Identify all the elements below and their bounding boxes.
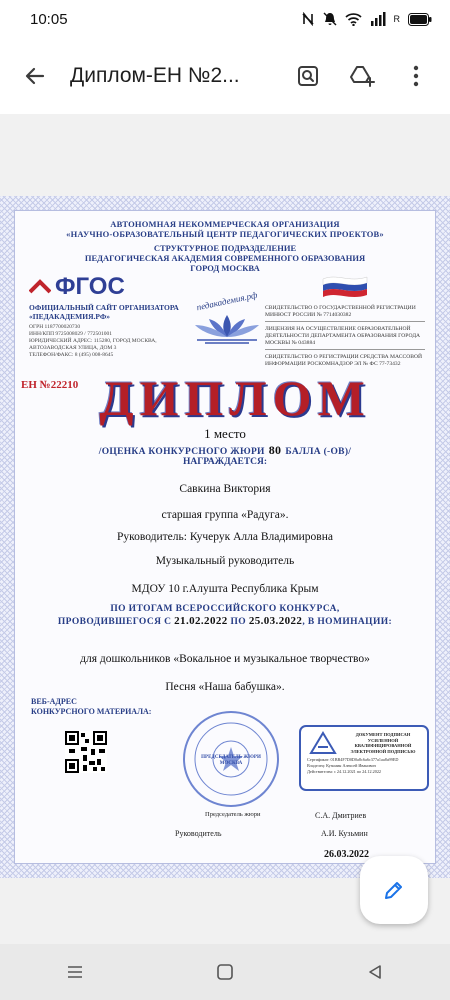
- nomination: для дошкольников «Вокальное и музыкальное творчество»: [80, 653, 370, 665]
- stamp-inscription: ПРЕДСЕДАТЕЛЬ ЖЮРИ МОСКВА: [201, 755, 261, 766]
- add-to-drive-button[interactable]: [342, 56, 382, 96]
- lotus-icon: [187, 311, 267, 345]
- song-title: Песня «Наша бабушка».: [165, 681, 285, 693]
- diploma-page: [0, 196, 450, 878]
- document-viewer[interactable]: [0, 114, 450, 944]
- fgos-details: ОГРН 1187700020730 ИНН/КПП 9725008029 / 772501001 ЮРИДИЧЕСКИЙ АДРЕС: 115280, ГОРОД МОСКВА, АВТОЗАВОДСКАЯ УЛИЦА, ДОМ 3 ТЕЛЕФОН/ФАКС: 8 (495) 008-8645: [29, 324, 157, 358]
- registration-block: СВИДЕТЕЛЬСТВО О ГОСУДАРСТВЕННОЙ РЕГИСТРАЦИИ МИНЮСТ РОССИИ № 7714030382 ЛИЦЕНЗИЯ НА ОСУЩЕСТВЛЕНИЕ ОБРАЗОВАТЕЛЬНОЙ ДЕЯТЕЛЬНОСТИ ДЕПАРТАМЕНТА ОБРАЗОВАНИЯ ГОРОДА МОСКВЫ № 043884 СВИДЕТЕЛЬСТВО О РЕГИСТРАЦИИ СРЕДСТВА МАССОВОЙ ИНФОРМАЦИИ РОСКОМНАДЗОР ЭЛ № ФС 77-73432: [265, 273, 425, 368]
- arrow-back-icon: [23, 64, 47, 88]
- app-bar: [0, 38, 450, 114]
- pencil-icon: [382, 878, 406, 902]
- add-to-drive-icon: [349, 64, 375, 88]
- wifi-icon: [345, 12, 362, 26]
- back-button[interactable]: [0, 38, 70, 114]
- recipient-name: Савкина Виктория: [179, 483, 271, 495]
- electronic-signature-box: ДОКУМЕНТ ПОДПИСАН УСИЛЕННОЙ КВАЛИФИЦИРОВАННОЙ ЭЛЕКТРОННОЙ ПОДПИСЬЮ Сертификат: 01BB4F7D0D0a8c6a6c377a1aa8a99ED Владелец: Кузьмин Алексей Иванович Действителен: с 24.12.2021 по 24.12.2022: [299, 725, 429, 791]
- signature-details: Сертификат: 01BB4F7D0D0a8c6a6c377a1aa8a99ED Владелец: Кузьмин Алексей Иванович Действителен: с 24.12.2021 по 24.12.2022: [307, 757, 399, 774]
- subdivision-header: СТРУКТУРНОЕ ПОДРАЗДЕЛЕНИЕ ПЕДАГОГИЧЕСКАЯ АКАДЕМИЯ СОВРЕМЕННОГО ОБРАЗОВАНИЯ ГОРОД МОСКВА: [84, 243, 366, 273]
- date-to: 25.03.2022: [248, 615, 303, 627]
- fgos-block: [29, 273, 189, 359]
- leader: Руководитель: Кучерук Алла Владимировна: [116, 531, 333, 543]
- lens-search-icon: [296, 64, 320, 88]
- mute-icon: [323, 12, 337, 26]
- more-options-button[interactable]: [396, 56, 436, 96]
- contest-results: ПО ИТОГАМ ВСЕРОССИЙСКОГО КОНКУРСА, ПРОВОДИВШЕГОСЯ С 21.02.2022 ПО 25.03.2022, В НОМИНАЦИИ:: [57, 604, 393, 627]
- document-date: 26.03.2022: [324, 849, 369, 860]
- diploma-content: АВТОНОМНАЯ НЕКОММЕРЧЕСКАЯ ОРГАНИЗАЦИЯ «НАУЧНО-ОБРАЗОВАТЕЛЬНЫЙ ЦЕНТР ПЕДАГОГИЧЕСКИХ ПРОЕКТОВ» СТРУКТУРНОЕ ПОДРАЗДЕЛЕНИЕ ПЕДАГОГИЧЕСКАЯ АКАДЕМИЯ СОВРЕМЕННОГО ОБРАЗОВАНИЯ ГОРОД МОСКВА ФГОС ОФИЦИАЛЬНЫЙ САЙТ ОРГАНИЗАТОРА «ПЕДАКАДЕМИЯ.РФ» ОГРН 1187700020730 ИНН/КПП 9725008029 / 772501001 ЮРИДИЧЕСКИЙ АДРЕС: 115280, ГОРОД МОСКВА, АВТОЗАВОДСКАЯ УЛИЦА, ДОМ 3 ТЕЛЕФОН/ФАКС: 8 (495) 008-8645 педакадемия.рф СВИДЕТЕЛЬСТВО О ГОСУДАРСТВЕННОЙ РЕГИСТРАЦИИ МИНЮСТ РОССИИ № 7714030382 ЛИЦЕНЗИЯ НА ОСУЩЕСТВЛЕНИЕ ОБРАЗОВАТЕЛЬНОЙ ДЕЯТЕЛЬНОСТИ ДЕПАРТАМЕНТА ОБРАЗОВАНИЯ ГОРОДА МОСКВЫ № 043884 СВИДЕТЕЛЬСТВО О РЕГИСТРАЦИИ СРЕДСТВА МАССОВОЙ ИНФОРМАЦИИ РОСКОМНАДЗОР ЭЛ № ФС 77-73432 ЕН №22210 ДИПЛОМ 1 место /ОЦЕНКА КОНКУРСНОГО ЖЮРИ 80 БАЛЛА (-ОВ)/ НАГРАЖДАЕТСЯ: Савкина Виктория старшая группа «Радуга». Руководитель: Кучерук Алла Владимировна Музыкальный руководитель МДОУ 10 г.Алушта Республика Крым ПО ИТОГАМ ВСЕРОССИЙСКОГО КОНКУРСА, ПРОВОДИВШЕГОСЯ С 21.02.2022 ПО 25.03.2022, В НОМИНАЦИИ: для дошкольников «Вокальное и музыкальное творчество» Песня «Наша бабушка». ВЕБ-АДРЕС КОНКУРСНОГО МАТЕРИАЛА: ПРЕДСЕДАТЕЛЬ ЖЮРИ МОСКВА ДОКУМЕНТ ПОДПИСАН УСИЛЕННОЙ КВАЛИФИЦИРОВАННОЙ ЭЛЕКТРОННОЙ ПОДПИСЬЮ Сертификат: 01BB4F7D0D0a8c6a6c377a1aa8a99ED Владелец: Кузьмин Алексей Иванович Действителен: с 24.12.2021 по 24.12.2022 Председатель жюри С.А. Дмитриев Руководитель А.И. Кузьмин 26.03.2022: [14, 210, 436, 864]
- recipient-group: старшая группа «Радуга».: [161, 509, 289, 521]
- status-bar: [0, 0, 450, 38]
- home-square-icon: [217, 964, 233, 980]
- fgos-logo: ФГОС: [29, 273, 189, 301]
- score-value: 80: [268, 443, 282, 457]
- roaming-label: R: [393, 14, 400, 24]
- web-address-label: ВЕБ-АДРЕС КОНКУРСНОГО МАТЕРИАЛА:: [31, 697, 152, 716]
- status-icons: [301, 12, 433, 26]
- nfc-icon: [301, 12, 315, 26]
- signature-logo-icon: [309, 731, 337, 755]
- place: 1 место: [204, 426, 246, 441]
- edit-fab-button[interactable]: [360, 856, 428, 924]
- lens-search-button[interactable]: [288, 56, 328, 96]
- signal-icon: [370, 12, 386, 26]
- system-nav-bar: [0, 944, 450, 1000]
- qr-code[interactable]: [65, 731, 107, 773]
- awarded-label: НАГРАЖДАЕТСЯ:: [182, 457, 268, 467]
- fgos-site: ОФИЦИАЛЬНЫЙ САЙТ ОРГАНИЗАТОРА «ПЕДАКАДЕМИЯ.РФ»: [29, 303, 179, 321]
- school: МДОУ 10 г.Алушта Республика Крым: [131, 583, 319, 595]
- date-from: 21.02.2022: [174, 615, 228, 627]
- russian-flag-icon: [319, 273, 371, 301]
- home-button[interactable]: [185, 952, 265, 992]
- pedakademia-logo: педакадемия.рф: [177, 291, 277, 345]
- recent-apps-button[interactable]: [35, 952, 115, 992]
- app-actions: [288, 56, 450, 96]
- organization-header: АВТОНОМНАЯ НЕКОММЕРЧЕСКАЯ ОРГАНИЗАЦИЯ «НАУЧНО-ОБРАЗОВАТЕЛЬНЫЙ ЦЕНТР ПЕДАГОГИЧЕСКИХ ПРОЕКТОВ»: [66, 219, 384, 239]
- system-back-button[interactable]: [335, 952, 415, 992]
- menu-icon: [67, 965, 83, 979]
- more-vert-icon: [413, 65, 419, 87]
- status-time: 10:05: [30, 10, 68, 28]
- triangle-back-icon: [367, 964, 383, 980]
- score-line: /ОЦЕНКА КОНКУРСНОГО ЖЮРИ 80 БАЛЛА (-ОВ)/: [98, 443, 352, 457]
- document-title: Диплом-ЕН №2...: [70, 64, 240, 87]
- leader-position: Музыкальный руководитель: [155, 555, 295, 567]
- fgos-chevron-icon: [29, 279, 51, 295]
- battery-icon: [408, 13, 432, 26]
- diploma-title: ДИПЛОМ: [99, 370, 371, 426]
- document-number: ЕН №22210: [21, 379, 79, 391]
